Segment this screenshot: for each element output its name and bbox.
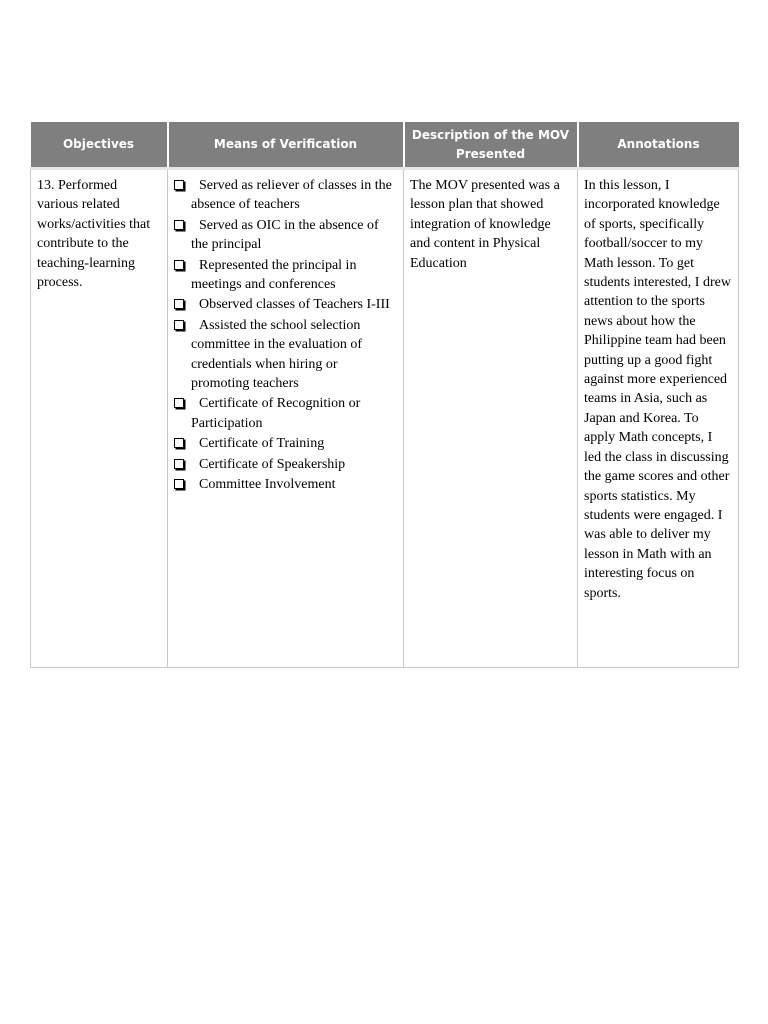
list-item-text: Served as reliever of classes in the absence of teachers <box>191 178 392 213</box>
list-item <box>191 256 397 295</box>
checkbox-icon <box>174 479 184 489</box>
checkbox-icon <box>174 320 184 330</box>
description-cell: The MOV presented was a lesson plan that showed integration of knowledge and content in Physical Education <box>404 169 578 668</box>
checkbox-icon <box>174 180 184 190</box>
list-item <box>191 176 397 215</box>
checkbox-icon <box>174 220 184 230</box>
header-description: Description of the MOV Presented <box>404 122 578 169</box>
list-item <box>191 394 397 433</box>
list-item-text: Committee Involvement <box>199 477 336 493</box>
means-checklist <box>174 176 397 495</box>
checkbox-icon <box>174 299 184 309</box>
list-item <box>191 295 397 314</box>
list-item-text: Certificate of Speakership <box>199 456 346 472</box>
list-item-text: Served as OIC in the absence of the principal <box>191 217 379 253</box>
header-means-of-verification: Means of Verification <box>168 122 404 169</box>
list-item-text: Represented the principal in meetings and conferences <box>191 257 357 293</box>
table-row <box>31 169 739 668</box>
checkbox-icon <box>174 398 184 408</box>
list-item <box>191 434 397 453</box>
list-item <box>191 475 397 494</box>
list-item-text: Certificate of Training <box>199 436 325 452</box>
objective-cell: 13. Performed various related works/activities that contribute to the teaching-learning process. <box>31 169 168 668</box>
annotation-cell: In this lesson, I incorporated knowledge of sports, specifically football/soccer to my Math lesson. To get students interested, I drew attention to the sports news about how the Philippine team had been putting up a good fight against more experienced teams in Asia, such as Japan and Korea. To apply Math concepts, I led the class in discussing the game scores and other sports statistics. My students were engaged. I was able to deliver my lesson in Math with an interesting focus on sports. <box>578 169 739 668</box>
header-row <box>31 122 739 169</box>
checkbox-icon <box>174 459 184 469</box>
list-item-text: Certificate of Recognition or Participation <box>191 396 361 431</box>
list-item <box>191 216 397 255</box>
list-item <box>191 455 397 474</box>
mov-table <box>30 122 739 668</box>
header-annotations: Annotations <box>578 122 739 169</box>
list-item-text: Assisted the school selection committee in the evaluation of credentials when hiring or promoting teachers <box>191 317 363 392</box>
header-objectives: Objectives <box>31 122 168 169</box>
checkbox-icon <box>174 260 184 270</box>
means-cell <box>168 169 404 668</box>
checkbox-icon <box>174 438 184 448</box>
list-item <box>191 316 397 394</box>
list-item-text: Observed classes of Teachers I-III <box>199 297 390 313</box>
